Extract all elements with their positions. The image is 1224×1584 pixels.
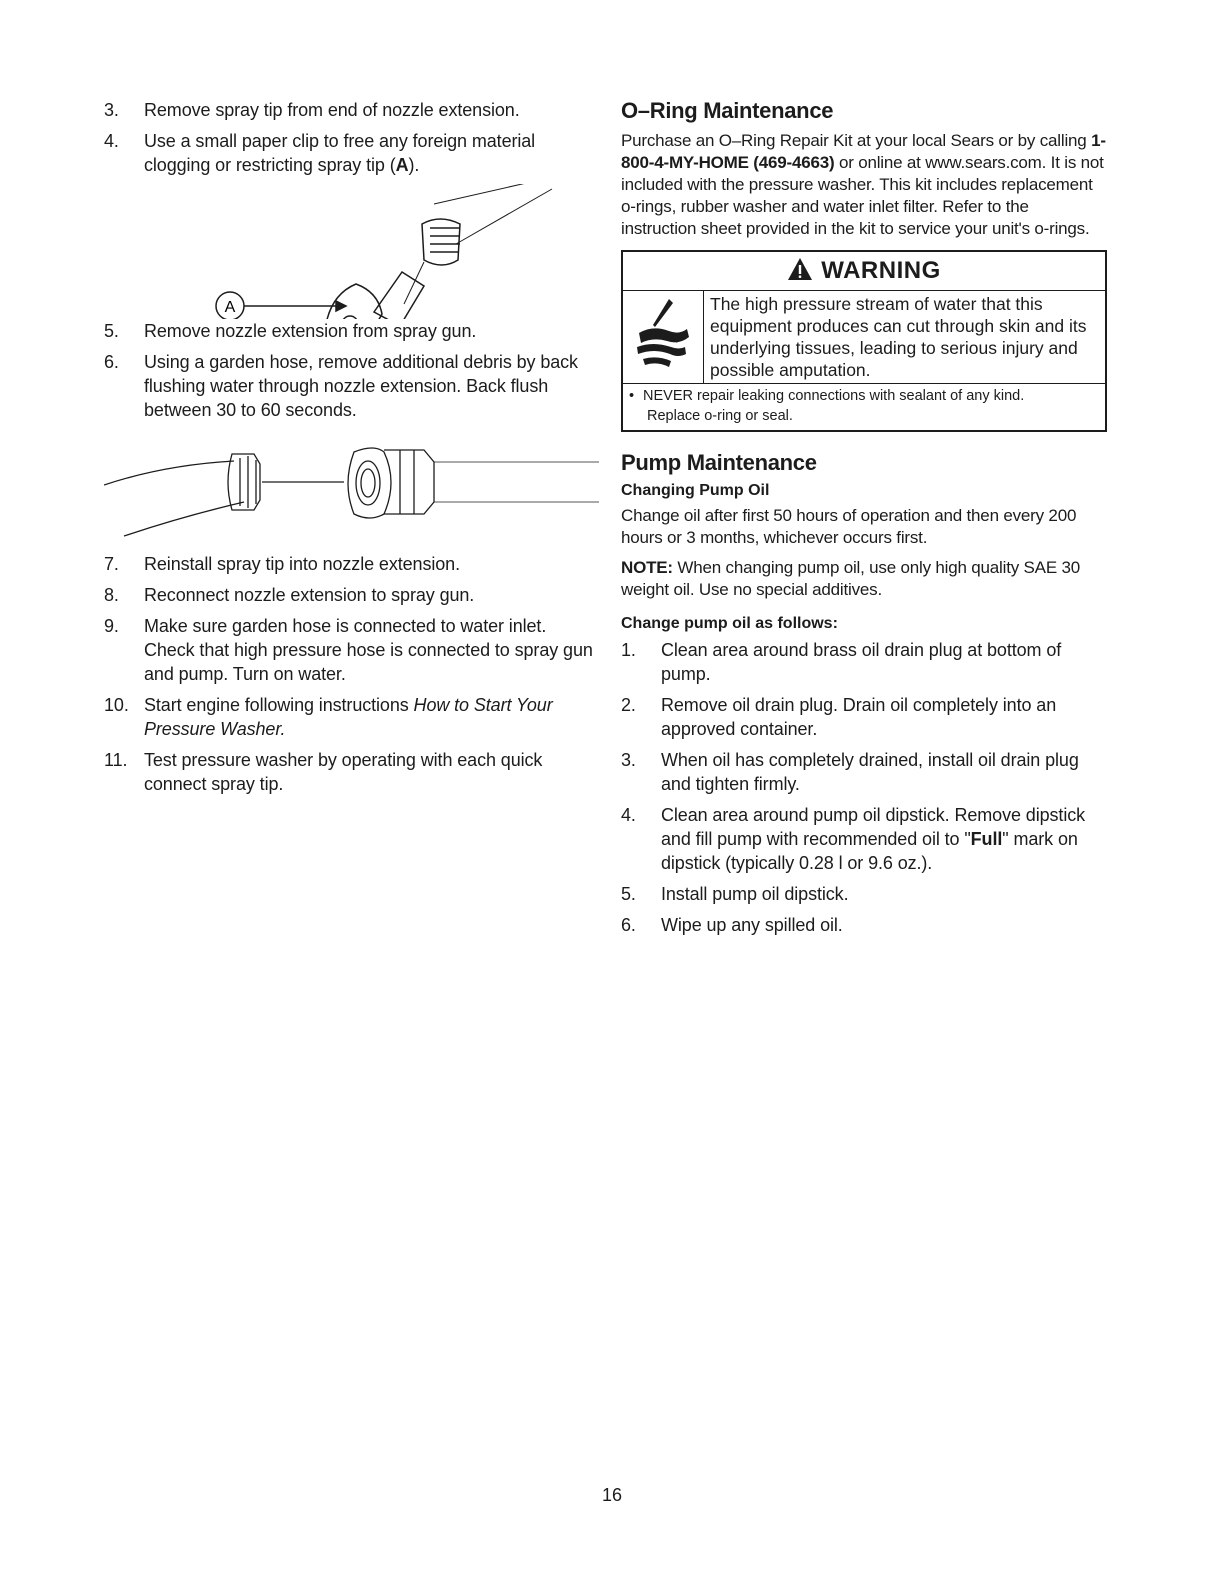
pump-paragraph: Change oil after first 50 hours of operation and then every 200 hours or 3 months, whichever occurs first. (621, 506, 1077, 547)
pump-steps-list (621, 638, 1107, 937)
steps-list-c (104, 552, 599, 796)
nozzle-hose-illustration (104, 440, 599, 540)
list-item: 10. Start engine following instructions How to Start Your Pressure Washer. (104, 695, 553, 739)
warning-header (623, 252, 1105, 291)
phone-number: 1-800-4-MY-HOME (469-4663) (621, 131, 1106, 172)
list-item: 4. Clean area around pump oil dipstick. Remove dipstick and fill pump with recommended oil to "Full" mark on dipstick (typically 0.28 l or 9.6 oz.). (621, 805, 1086, 873)
pump-heading: Pump Maintenance (621, 450, 817, 475)
spray-tip-illustration (104, 184, 599, 319)
left-column (104, 98, 599, 803)
list-item: 5. Remove nozzle extension from spray gun. (104, 321, 477, 341)
page-number: 16 (601, 1485, 623, 1505)
list-item: 5. Install pump oil dipstick. (621, 884, 849, 904)
list-item: 8. Reconnect nozzle extension to spray gun. (104, 585, 475, 605)
callout-label: A (224, 299, 236, 316)
oring-paragraph: Purchase an O–Ring Repair Kit at your local Sears or by calling 1-800-4-MY-HOME (469-4663) or online at www.sears.com. It is not included with the pressure washer. This kit includes replacement o-rings, rubber washer and water inlet filter. Refer to the instruction sheet provided in the kit to service your unit's o-rings. (621, 131, 1106, 238)
list-item: 3. When oil has completely drained, install oil drain plug and tighten firmly. (621, 750, 1079, 794)
oring-heading: O–Ring Maintenance (621, 98, 834, 123)
list-item: 1. Clean area around brass oil drain plug at bottom of pump. (621, 640, 1062, 684)
list-item: 2. Remove oil drain plug. Drain oil completely into an approved container. (621, 695, 1057, 739)
warning-body (623, 291, 1105, 384)
list-item: 3. Remove spray tip from end of nozzle extension. (104, 100, 520, 120)
steps-list-b (104, 319, 599, 422)
note-paragraph: NOTE: When changing pump oil, use only high quality SAE 30 weight oil. Use no special additives. (621, 558, 1080, 599)
list-item: 4. Use a small paper clip to free any foreign material clogging or restricting spray tip (A). (104, 131, 536, 175)
oil-steps-subheading: Change pump oil as follows: (621, 615, 838, 632)
steps-list-a (104, 98, 599, 177)
spray-injury-hazard-icon (623, 291, 704, 383)
warning-title: WARNING (821, 257, 941, 284)
right-column (621, 98, 1107, 944)
list-item: 6. Wipe up any spilled oil. (621, 915, 843, 935)
warning-box (621, 250, 1107, 432)
warning-bullet: • NEVER repair leaking connections with sealant of any kind. Replace o-ring or seal. (629, 388, 1025, 424)
warning-triangle-icon (787, 257, 813, 286)
list-item: 9. Make sure garden hose is connected to water inlet. Check that high pressure hose is connected to spray gun and pump. Turn on water. (104, 616, 593, 684)
changing-pump-oil-subheading: Changing Pump Oil (621, 482, 770, 499)
list-item: 7. Reinstall spray tip into nozzle extension. (104, 554, 460, 574)
list-item: 6. Using a garden hose, remove additional debris by back flushing water through nozzle extension. Back flush between 30 to 60 seconds. (104, 352, 578, 420)
list-item: 11. Test pressure washer by operating with each quick connect spray tip. (104, 750, 543, 794)
warning-message: The high pressure stream of water that this equipment produces can cut through skin and its underlying tissues, leading to serious injury and possible amputation. (710, 294, 1087, 380)
